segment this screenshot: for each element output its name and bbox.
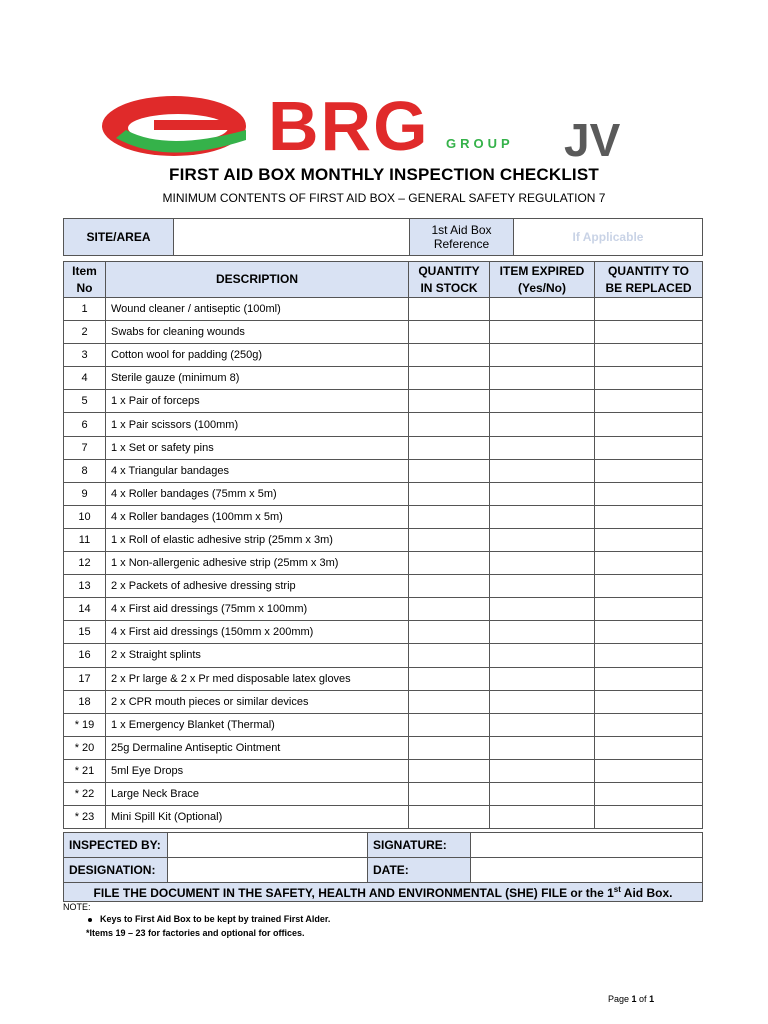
quantity-to-replace-cell[interactable]	[595, 759, 703, 782]
page-of: of	[636, 994, 650, 1004]
item-expired-cell[interactable]	[490, 505, 595, 528]
item-description: 4 x First aid dressings (75mm x 100mm)	[106, 598, 409, 621]
item-number: 4	[64, 367, 106, 390]
item-number: 14	[64, 598, 106, 621]
quantity-to-replace-cell[interactable]	[595, 667, 703, 690]
inspected-by-field[interactable]	[168, 833, 368, 858]
site-area-field[interactable]	[174, 219, 410, 256]
item-expired-cell[interactable]	[490, 782, 595, 805]
logo-suffix-text: JV	[564, 114, 621, 162]
quantity-to-replace-cell[interactable]	[595, 298, 703, 321]
note-label: NOTE:	[63, 902, 91, 912]
quantity-to-replace-cell[interactable]	[595, 321, 703, 344]
item-description: 2 x Packets of adhesive dressing strip	[106, 575, 409, 598]
table-row	[64, 413, 703, 436]
quantity-to-replace-cell[interactable]	[595, 782, 703, 805]
quantity-in-stock-cell[interactable]	[409, 321, 490, 344]
item-expired-cell[interactable]	[490, 736, 595, 759]
item-expired-cell[interactable]	[490, 321, 595, 344]
table-row	[64, 552, 703, 575]
table-row	[64, 598, 703, 621]
table-row	[64, 575, 703, 598]
quantity-to-replace-cell[interactable]	[595, 390, 703, 413]
quantity-to-replace-cell[interactable]	[595, 436, 703, 459]
item-description: Cotton wool for padding (250g)	[106, 344, 409, 367]
item-number: 12	[64, 552, 106, 575]
item-number: 7	[64, 436, 106, 459]
item-description: 4 x Roller bandages (75mm x 5m)	[106, 482, 409, 505]
table-row	[64, 528, 703, 551]
header-description: DESCRIPTION	[106, 262, 409, 298]
table-row	[64, 459, 703, 482]
page-current: 1	[631, 994, 637, 1004]
item-number: * 19	[64, 713, 106, 736]
item-expired-cell[interactable]	[490, 390, 595, 413]
table-row	[64, 690, 703, 713]
item-description: Mini Spill Kit (Optional)	[106, 806, 409, 829]
quantity-to-replace-cell[interactable]	[595, 644, 703, 667]
designation-label: DESIGNATION:	[64, 858, 168, 883]
item-description: 5ml Eye Drops	[106, 759, 409, 782]
item-number: 1	[64, 298, 106, 321]
item-description: 1 x Pair scissors (100mm)	[106, 413, 409, 436]
quantity-to-replace-cell[interactable]	[595, 621, 703, 644]
quantity-in-stock-cell[interactable]	[409, 782, 490, 805]
header-item-expired: ITEM EXPIRED (Yes/No)	[490, 262, 595, 298]
item-expired-cell[interactable]	[490, 690, 595, 713]
date-field[interactable]	[471, 858, 703, 883]
page-title: FIRST AID BOX MONTHLY INSPECTION CHECKLIST	[169, 165, 599, 184]
quantity-in-stock-cell[interactable]	[409, 806, 490, 829]
item-expired-cell[interactable]	[490, 482, 595, 505]
item-number: 3	[64, 344, 106, 367]
item-expired-cell[interactable]	[490, 528, 595, 551]
quantity-to-replace-cell[interactable]	[595, 413, 703, 436]
quantity-in-stock-cell[interactable]	[409, 552, 490, 575]
item-expired-cell[interactable]	[490, 621, 595, 644]
item-number: 18	[64, 690, 106, 713]
table-row	[64, 621, 703, 644]
item-number: 6	[64, 413, 106, 436]
item-expired-cell[interactable]	[490, 344, 595, 367]
quantity-in-stock-cell[interactable]	[409, 367, 490, 390]
first-aid-box-reference-field[interactable]: If Applicable	[514, 219, 703, 256]
item-description: 2 x Straight splints	[106, 644, 409, 667]
quantity-to-replace-cell[interactable]	[595, 344, 703, 367]
table-row	[64, 344, 703, 367]
table-row	[64, 644, 703, 667]
item-expired-cell[interactable]	[490, 552, 595, 575]
item-number: * 20	[64, 736, 106, 759]
item-expired-cell[interactable]	[490, 367, 595, 390]
item-number: * 22	[64, 782, 106, 805]
table-row	[64, 505, 703, 528]
quantity-in-stock-cell[interactable]	[409, 459, 490, 482]
quantity-in-stock-cell[interactable]	[409, 505, 490, 528]
item-number: 5	[64, 390, 106, 413]
table-row	[64, 806, 703, 829]
quantity-to-replace-cell[interactable]	[595, 367, 703, 390]
header-item-no: Item No	[64, 262, 106, 298]
sign-off-table	[63, 832, 703, 902]
page-prefix: Page	[608, 994, 632, 1004]
item-expired-cell[interactable]	[490, 598, 595, 621]
item-description: 1 x Roll of elastic adhesive strip (25mm x 3m)	[106, 528, 409, 551]
quantity-in-stock-cell[interactable]	[409, 598, 490, 621]
quantity-to-replace-cell[interactable]	[595, 459, 703, 482]
page-subtitle: MINIMUM CONTENTS OF FIRST AID BOX – GENERAL SAFETY REGULATION 7	[162, 191, 606, 205]
quantity-to-replace-cell[interactable]	[595, 806, 703, 829]
quantity-to-replace-cell[interactable]	[595, 575, 703, 598]
item-description: 2 x CPR mouth pieces or similar devices	[106, 690, 409, 713]
table-row	[64, 298, 703, 321]
table-row	[64, 667, 703, 690]
item-number: 17	[64, 667, 106, 690]
table-row	[64, 367, 703, 390]
quantity-in-stock-cell[interactable]	[409, 690, 490, 713]
item-number: 2	[64, 321, 106, 344]
file-instruction-sup: st	[613, 884, 621, 894]
quantity-to-replace-cell[interactable]	[595, 505, 703, 528]
item-number: * 21	[64, 759, 106, 782]
item-number: 11	[64, 528, 106, 551]
first-aid-box-reference-label: 1st Aid Box Reference	[410, 219, 514, 256]
checklist-table	[63, 261, 703, 829]
signature-field[interactable]	[471, 833, 703, 858]
item-expired-cell[interactable]	[490, 759, 595, 782]
item-number: 8	[64, 459, 106, 482]
quantity-in-stock-cell[interactable]	[409, 713, 490, 736]
logo-sub-text: GROUP	[446, 136, 514, 151]
quantity-to-replace-cell[interactable]	[595, 482, 703, 505]
file-instruction-text: FILE THE DOCUMENT IN THE SAFETY, HEALTH AND ENVIRONMENTAL (SHE) FILE or the 1	[93, 885, 614, 900]
item-number: 16	[64, 644, 106, 667]
header-quantity-in-stock: QUANTITY IN STOCK	[409, 262, 490, 298]
item-expired-cell[interactable]	[490, 713, 595, 736]
item-number: 9	[64, 482, 106, 505]
table-row	[64, 321, 703, 344]
item-expired-cell[interactable]	[490, 667, 595, 690]
page-number	[608, 994, 654, 1004]
company-logo	[96, 90, 680, 162]
quantity-to-replace-cell[interactable]	[595, 528, 703, 551]
item-description: Wound cleaner / antiseptic (100ml)	[106, 298, 409, 321]
item-number: 15	[64, 621, 106, 644]
date-label: DATE:	[368, 858, 471, 883]
quantity-to-replace-cell[interactable]	[595, 598, 703, 621]
quantity-in-stock-cell[interactable]	[409, 413, 490, 436]
logo-brand-text: BRG	[268, 90, 430, 162]
table-row	[64, 713, 703, 736]
file-instruction-tail: Aid Box.	[620, 885, 673, 900]
quantity-to-replace-cell[interactable]	[595, 690, 703, 713]
item-description: 25g Dermaline Antiseptic Ointment	[106, 736, 409, 759]
table-row	[64, 782, 703, 805]
item-expired-cell[interactable]	[490, 436, 595, 459]
item-description: 4 x First aid dressings (150mm x 200mm)	[106, 621, 409, 644]
quantity-to-replace-cell[interactable]	[595, 552, 703, 575]
quantity-in-stock-cell[interactable]	[409, 390, 490, 413]
table-row	[64, 482, 703, 505]
item-description: 1 x Non-allergenic adhesive strip (25mm x 3m)	[106, 552, 409, 575]
item-description: 2 x Pr large & 2 x Pr med disposable latex gloves	[106, 667, 409, 690]
quantity-to-replace-cell[interactable]	[595, 736, 703, 759]
bullet-icon	[88, 918, 92, 922]
quantity-in-stock-cell[interactable]	[409, 482, 490, 505]
quantity-in-stock-cell[interactable]	[409, 298, 490, 321]
table-row	[64, 736, 703, 759]
table-row	[64, 759, 703, 782]
item-description: 1 x Pair of forceps	[106, 390, 409, 413]
item-expired-cell[interactable]	[490, 298, 595, 321]
item-number: 13	[64, 575, 106, 598]
item-description: 1 x Set or safety pins	[106, 436, 409, 459]
item-description: Large Neck Brace	[106, 782, 409, 805]
note-bullet-text: Keys to First Aid Box to be kept by trained First Alder.	[100, 914, 331, 924]
item-expired-cell[interactable]	[490, 644, 595, 667]
signature-label: SIGNATURE:	[368, 833, 471, 858]
table-row	[64, 436, 703, 459]
item-expired-cell[interactable]	[490, 575, 595, 598]
item-expired-cell[interactable]	[490, 459, 595, 482]
page-total: 1	[649, 994, 655, 1004]
quantity-in-stock-cell[interactable]	[409, 528, 490, 551]
note-bullet	[88, 914, 330, 924]
quantity-in-stock-cell[interactable]	[409, 344, 490, 367]
item-number: 10	[64, 505, 106, 528]
quantity-in-stock-cell[interactable]	[409, 667, 490, 690]
item-expired-cell[interactable]	[490, 413, 595, 436]
item-description: Sterile gauze (minimum 8)	[106, 367, 409, 390]
item-number: * 23	[64, 806, 106, 829]
table-row	[64, 390, 703, 413]
item-description: 1 x Emergency Blanket (Thermal)	[106, 713, 409, 736]
item-description: 4 x Triangular bandages	[106, 459, 409, 482]
quantity-in-stock-cell[interactable]	[409, 621, 490, 644]
site-area-table	[63, 218, 703, 256]
quantity-in-stock-cell[interactable]	[409, 736, 490, 759]
quantity-in-stock-cell[interactable]	[409, 759, 490, 782]
quantity-in-stock-cell[interactable]	[409, 644, 490, 667]
quantity-to-replace-cell[interactable]	[595, 713, 703, 736]
file-instruction	[64, 883, 703, 902]
table-header-row	[64, 262, 703, 298]
item-description: 4 x Roller bandages (100mm x 5m)	[106, 505, 409, 528]
item-expired-cell[interactable]	[490, 806, 595, 829]
quantity-in-stock-cell[interactable]	[409, 436, 490, 459]
site-area-label: SITE/AREA	[64, 219, 174, 256]
items-note: *Items 19 – 23 for factories and optional for offices.	[86, 928, 305, 938]
header-quantity-to-replace: QUANTITY TO BE REPLACED	[595, 262, 703, 298]
quantity-in-stock-cell[interactable]	[409, 575, 490, 598]
item-description: Swabs for cleaning wounds	[106, 321, 409, 344]
designation-field[interactable]	[168, 858, 368, 883]
inspected-by-label: INSPECTED BY:	[64, 833, 168, 858]
